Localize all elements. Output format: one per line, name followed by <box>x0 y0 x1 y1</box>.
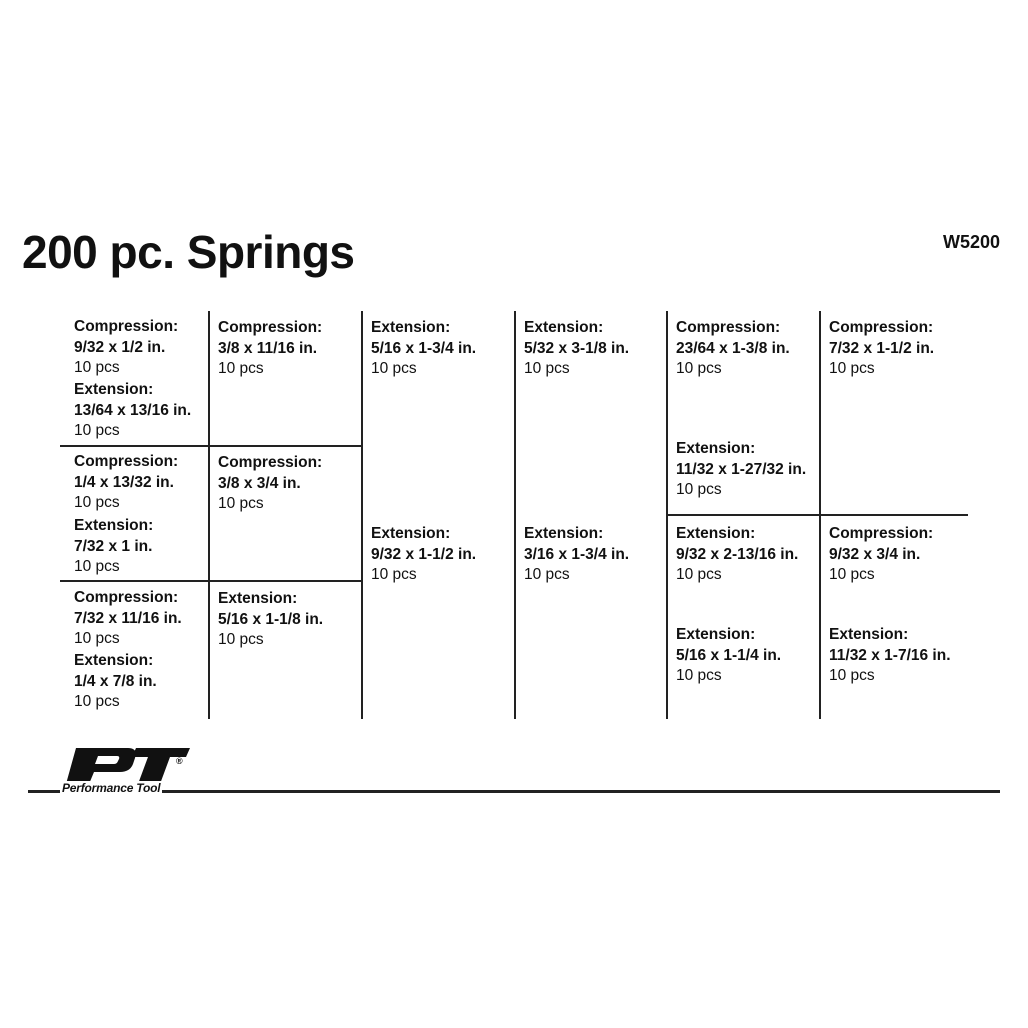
spring-qty: 10 pcs <box>676 667 722 684</box>
grid-divider <box>514 311 516 719</box>
spring-item <box>829 625 951 687</box>
spring-size: 7/32 x 11/16 in. <box>74 609 182 627</box>
spring-type: Extension: <box>74 652 154 669</box>
spring-qty: 10 pcs <box>676 481 722 498</box>
spring-item <box>676 439 806 501</box>
spring-type: Extension: <box>74 381 154 398</box>
spring-type: Compression: <box>829 319 934 336</box>
logo-tagline: Performance Tool <box>62 781 161 795</box>
spring-item <box>676 318 790 380</box>
grid-divider <box>60 580 362 582</box>
spring-qty: 10 pcs <box>371 566 417 583</box>
spring-size: 23/64 x 1-3/8 in. <box>676 339 790 357</box>
spring-item <box>524 318 629 380</box>
spring-type: Extension: <box>371 525 451 542</box>
spring-size: 5/16 x 1-1/4 in. <box>676 646 782 664</box>
spring-qty: 10 pcs <box>829 360 875 377</box>
spring-type: Compression: <box>74 589 179 606</box>
grid-divider <box>361 311 363 719</box>
spring-qty: 10 pcs <box>74 494 120 511</box>
spring-size: 3/8 x 11/16 in. <box>218 339 318 357</box>
spring-item <box>218 453 322 515</box>
spring-size: 1/4 x 7/8 in. <box>74 672 157 690</box>
spring-qty: 10 pcs <box>218 360 264 377</box>
spring-type: Extension: <box>676 440 756 457</box>
product-code: W5200 <box>942 232 1000 252</box>
spring-size: 5/16 x 1-1/8 in. <box>218 610 324 628</box>
spring-qty: 10 pcs <box>74 359 120 376</box>
spring-qty: 10 pcs <box>829 566 875 583</box>
spring-qty: 10 pcs <box>524 360 570 377</box>
spring-item <box>74 651 157 713</box>
spring-type: Compression: <box>829 525 934 542</box>
spring-item <box>74 317 178 379</box>
spring-item <box>74 452 178 514</box>
spring-size: 11/32 x 1-7/16 in. <box>829 646 951 664</box>
registered-mark: ® <box>176 756 183 766</box>
spring-type: Extension: <box>676 626 756 643</box>
spring-qty: 10 pcs <box>676 360 722 377</box>
spring-size: 1/4 x 13/32 in. <box>74 473 174 491</box>
spring-item <box>371 318 476 380</box>
page-title: 200 pc. Springs <box>22 226 355 278</box>
spring-qty: 10 pcs <box>74 422 120 439</box>
spring-type: Compression: <box>74 453 179 470</box>
spring-size: 9/32 x 2-13/16 in. <box>676 545 799 563</box>
spring-item <box>218 589 323 651</box>
spring-item <box>829 318 934 380</box>
spring-qty: 10 pcs <box>829 667 875 684</box>
spring-qty: 10 pcs <box>218 495 264 512</box>
spring-size: 7/32 x 1 in. <box>74 537 153 555</box>
spring-qty: 10 pcs <box>74 558 120 575</box>
spring-item <box>371 524 476 586</box>
spring-qty: 10 pcs <box>74 693 120 710</box>
spring-size: 13/64 x 13/16 in. <box>74 401 192 419</box>
spring-item <box>829 524 933 586</box>
spring-type: Extension: <box>74 517 154 534</box>
spring-item <box>676 524 798 586</box>
spring-item <box>524 524 629 586</box>
spring-size: 5/16 x 1-3/4 in. <box>371 339 477 357</box>
spring-size: 9/32 x 3/4 in. <box>829 545 921 563</box>
grid-divider <box>60 445 362 447</box>
spring-item <box>218 318 322 380</box>
spring-size: 7/32 x 1-1/2 in. <box>829 339 935 357</box>
spring-qty: 10 pcs <box>524 566 570 583</box>
spring-item <box>74 588 182 650</box>
spring-type: Compression: <box>676 319 781 336</box>
spring-type: Compression: <box>218 454 323 471</box>
spring-qty: 10 pcs <box>74 630 120 647</box>
spring-item <box>74 380 191 442</box>
spring-type: Extension: <box>676 525 756 542</box>
spring-item <box>676 625 781 687</box>
spring-type: Extension: <box>524 525 604 542</box>
spring-item <box>74 516 153 578</box>
spring-type: Extension: <box>829 626 909 643</box>
spring-size: 11/32 x 1-27/32 in. <box>676 460 807 478</box>
spring-size: 9/32 x 1-1/2 in. <box>371 545 477 563</box>
spring-type: Compression: <box>74 318 179 335</box>
spring-qty: 10 pcs <box>676 566 722 583</box>
spring-size: 3/16 x 1-3/4 in. <box>524 545 630 563</box>
spring-size: 5/32 x 3-1/8 in. <box>524 339 630 357</box>
spring-qty: 10 pcs <box>218 631 264 648</box>
grid-divider <box>208 311 210 719</box>
footer-rule <box>28 790 1000 793</box>
spring-size: 3/8 x 3/4 in. <box>218 474 301 492</box>
spring-type: Extension: <box>371 319 451 336</box>
spring-type: Extension: <box>218 590 298 607</box>
spring-size: 9/32 x 1/2 in. <box>74 338 166 356</box>
spring-type: Extension: <box>524 319 604 336</box>
grid-divider <box>666 514 968 516</box>
spring-type: Compression: <box>218 319 323 336</box>
spring-qty: 10 pcs <box>371 360 417 377</box>
